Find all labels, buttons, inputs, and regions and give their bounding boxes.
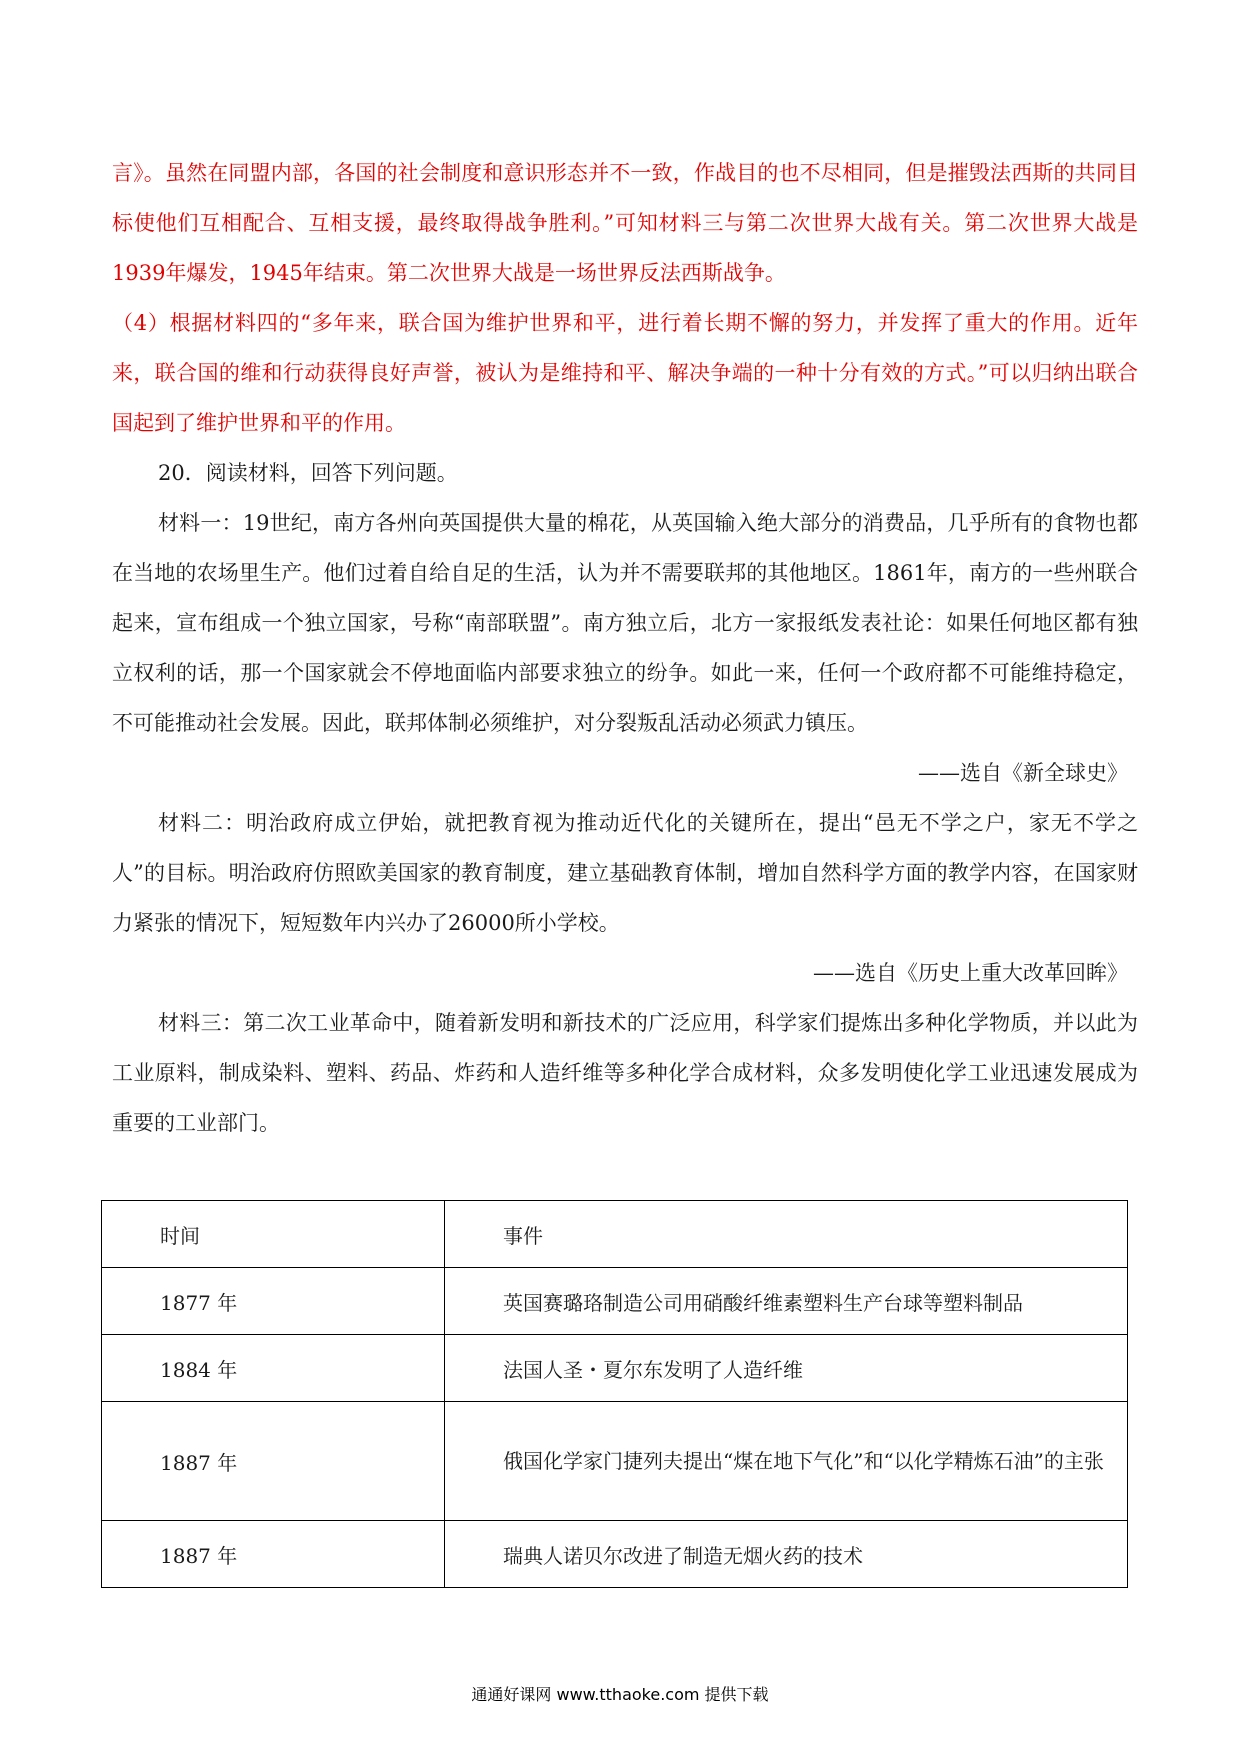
row-event: 法国人圣・夏尔东发明了人造纤维 xyxy=(445,1335,1128,1402)
material-two: 材料二：明治政府成立伊始，就把教育视为推动近代化的关键所在，提出“邑无不学之户，家无不学之人”的目标。明治政府仿照欧美国家的教育制度，建立基础教育体制，增加自然科学方面的教学内容，在国家财力紧张的情况下，短短数年内兴办了26000所小学校。 xyxy=(112,811,1138,935)
table-header-row xyxy=(102,1201,1128,1268)
row-time: 1877 年 xyxy=(102,1268,445,1335)
material-one-source: ——选自《新全球史》 xyxy=(918,761,1128,785)
events-table xyxy=(101,1200,1128,1588)
material-one: 材料一：19世纪，南方各州向英国提供大量的棉花，从英国输入绝大部分的消费品，几乎所有的食物也都在当地的农场里生产。他们过着自给自足的生活，认为并不需要联邦的其他地区。1861年，南方的一些州联合起来，宣布组成一个独立国家，号称“南部联盟”。南方独立后，北方一家报纸发表社论：如果任何地区都有独立权利的话，那一个国家就会不停地面临内部要求独立的纷争。如此一来，任何一个政府都不可能维持稳定，不可能推动社会发展。因此，联邦体制必须维护，对分裂叛乱活动必须武力镇压。 xyxy=(112,511,1138,735)
header-event: 事件 xyxy=(445,1201,1128,1268)
table-row xyxy=(102,1335,1128,1402)
question-title: 20．阅读材料，回答下列问题。 xyxy=(158,461,458,485)
answer-paragraph-3: 言》。虽然在同盟内部，各国的社会制度和意识形态并不一致，作战目的也不尽相同，但是摧毁法西斯的共同目标使他们互相配合、互相支援，最终取得战争胜利。”可知材料三与第二次世界大战有关。第二次世界大战是1939年爆发，1945年结束。第二次世界大战是一场世界反法西斯战争。 xyxy=(112,161,1138,285)
row-event: 瑞典人诺贝尔改进了制造无烟火药的技术 xyxy=(445,1521,1128,1588)
material-two-source: ——选自《历史上重大改革回眸》 xyxy=(813,961,1128,985)
row-time: 1887 年 xyxy=(102,1402,445,1521)
table-row xyxy=(102,1402,1128,1521)
row-time: 1884 年 xyxy=(102,1335,445,1402)
page-footer: 通通好课网 www.tthaoke.com 提供下载 xyxy=(471,1685,769,1704)
material-three: 材料三：第二次工业革命中，随着新发明和新技术的广泛应用，科学家们提炼出多种化学物质，并以此为工业原料，制成染料、塑料、药品、炸药和人造纤维等多种化学合成材料，众多发明使化学工业迅速发展成为重要的工业部门。 xyxy=(112,1011,1138,1135)
answer-paragraph-4: （4）根据材料四的“多年来，联合国为维护世界和平，进行着长期不懈的努力，并发挥了重大的作用。近年来，联合国的维和行动获得良好声誉，被认为是维持和平、解决争端的一种十分有效的方式。”可以归纳出联合国起到了维护世界和平的作用。 xyxy=(112,311,1138,435)
table-row xyxy=(102,1268,1128,1335)
header-time: 时间 xyxy=(102,1201,445,1268)
row-event: 英国赛璐珞制造公司用硝酸纤维素塑料生产台球等塑料制品 xyxy=(445,1268,1128,1335)
row-event: 俄国化学家门捷列夫提出“煤在地下气化”和“以化学精炼石油”的主张 xyxy=(445,1402,1128,1521)
row-time: 1887 年 xyxy=(102,1521,445,1588)
table-row xyxy=(102,1521,1128,1588)
